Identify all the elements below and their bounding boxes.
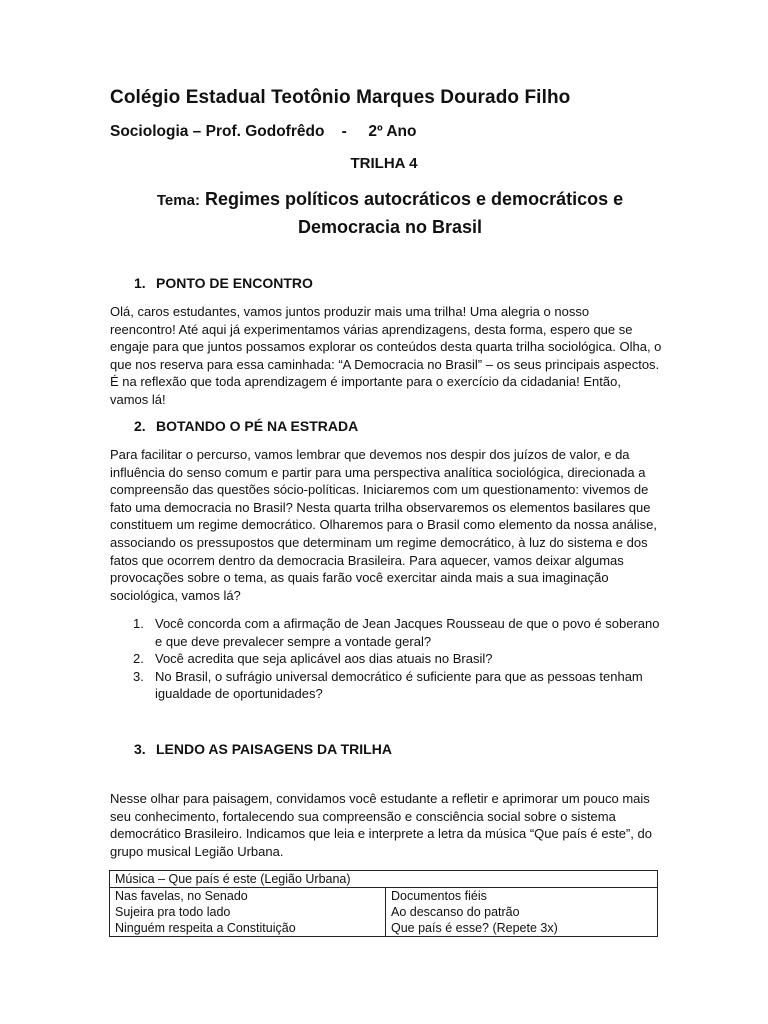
paragraph-line: seu conhecimento, fortalecendo sua compreensão e consciência social sobre o sistema (110, 808, 616, 824)
section-number: 2. (134, 418, 146, 434)
section-title: LENDO AS PAISAGENS DA TRILHA (156, 741, 392, 757)
paragraph-line: fato uma democracia no Brasil? Nesta quarta trilha observaremos os elementos basilares que (110, 499, 651, 515)
lyric-line: Que país é esse? (Repete 3x) (391, 921, 558, 935)
section-paragraph-lendo-as-paisagens (110, 790, 662, 860)
paragraph-line: É na reflexão que toda aprendizagem é importante para o exercício da cidadania! Então, (110, 374, 621, 390)
theme-title: Regimes políticos autocráticos e democráticos e Democracia no Brasil (204, 189, 624, 237)
theme-heading (140, 186, 640, 240)
lyrics-table-header-row (110, 871, 658, 888)
school-name: Colégio Estadual Teotônio Marques Dourado Filho (110, 87, 571, 108)
theme-label: Tema: (156, 192, 200, 209)
question-number: 3. (133, 668, 144, 684)
lyric-line: Ao descanso do patrão (391, 905, 520, 919)
lyric-line: Nas favelas, no Senado (115, 889, 248, 903)
question-item (133, 668, 663, 703)
paragraph-line: sociológica, vamos lá? (110, 587, 241, 603)
lyrics-right-column (386, 888, 658, 937)
paragraph-line: democrático Brasileiro. Indicamos que leia e interprete a letra da música “Que país é este”, do (110, 826, 652, 842)
question-list (133, 615, 663, 703)
paragraph-line: influência do senso comum e partir para uma perspectiva analítica sociológica, direcionada a (110, 464, 646, 480)
question-number: 1. (133, 616, 144, 631)
question-number: 2. (133, 651, 144, 667)
paragraph-line: compreensão das questões sócio-políticas. Iniciaremos com um questionamento: vivemos de (110, 482, 649, 498)
paragraph-line: fatos que ocorrem dentro da democracia Brasileira. Para aquecer, vamos deixar algumas (110, 552, 624, 568)
paragraph-line: Nesse olhar para paisagem, convidamos você estudante a refletir e aprimorar um pouco mais (110, 791, 650, 806)
section-paragraph-botando-o-pe-na-estrada (110, 446, 662, 604)
paragraph-line: associando os pressupostos que determinam um regime democrático, à luz do sistema e dos (110, 534, 648, 550)
paragraph-line: grupo musical Legião Urbana. (110, 843, 284, 859)
section-paragraph-ponto-de-encontro (110, 303, 662, 409)
question-line: Você acredita que seja aplicável aos dias atuais no Brasil? (155, 651, 493, 667)
paragraph-line: engaje para que juntos possamos explorar os conteúdos desta quarta trilha sociológica. Olha, o (110, 339, 662, 355)
lyrics-table (109, 870, 658, 937)
section-heading-botando-o-pe-na-estrada (134, 418, 358, 434)
paragraph-line: Para facilitar o percurso, vamos lembrar que devemos nos despir dos juízos de valor, e da (110, 447, 630, 462)
paragraph-line: que nos reserva para essa caminhada: “A Democracia no Brasil” – os seus principais aspectos. (110, 356, 660, 372)
lyric-line: Ninguém respeita a Constituição (115, 921, 296, 935)
lyrics-table-row (110, 888, 658, 937)
paragraph-line: vamos lá! (110, 391, 166, 407)
paragraph-line: Olá, caros estudantes, vamos juntos produzir mais uma trilha! Uma alegria o nosso (110, 304, 590, 319)
paragraph-line: provocações sobre o tema, as quais farão você exercitar ainda mais a sua imaginação (110, 570, 609, 586)
subject-line: Sociologia – Prof. Godofrêdo - 2º Ano (110, 123, 417, 140)
lyric-line: Sujeira pra todo lado (115, 905, 231, 919)
lyrics-table-header: Música – Que país é este (Legião Urbana) (110, 871, 658, 888)
paragraph-line: constituem um regime democrático. Olharemos para o Brasil como elemento da nossa análise, (110, 517, 657, 533)
question-item (133, 615, 663, 650)
question-line: Você concorda com a afirmação de Jean Jacques Rousseau de que o povo é soberano (155, 616, 660, 631)
question-line: e que deve prevalecer sempre a vontade geral? (155, 633, 432, 649)
question-item (133, 650, 663, 668)
lyric-line: Documentos fiéis (391, 889, 487, 903)
section-heading-lendo-as-paisagens (134, 741, 392, 757)
section-number: 3. (134, 741, 146, 757)
section-title: PONTO DE ENCONTRO (156, 275, 313, 291)
section-number: 1. (134, 275, 146, 291)
question-line: igualdade de oportunidades? (155, 686, 323, 702)
section-heading-ponto-de-encontro (134, 275, 313, 291)
question-line: No Brasil, o sufrágio universal democrático é suficiente para que as pessoas tenham (155, 668, 643, 684)
section-title: BOTANDO O PÉ NA ESTRADA (156, 418, 359, 434)
paragraph-line: reencontro! Até aqui já experimentamos várias aprendizagens, desta forma, espero que se (110, 321, 633, 337)
lyrics-left-column (110, 888, 386, 937)
trilha-title: TRILHA 4 (350, 155, 418, 172)
